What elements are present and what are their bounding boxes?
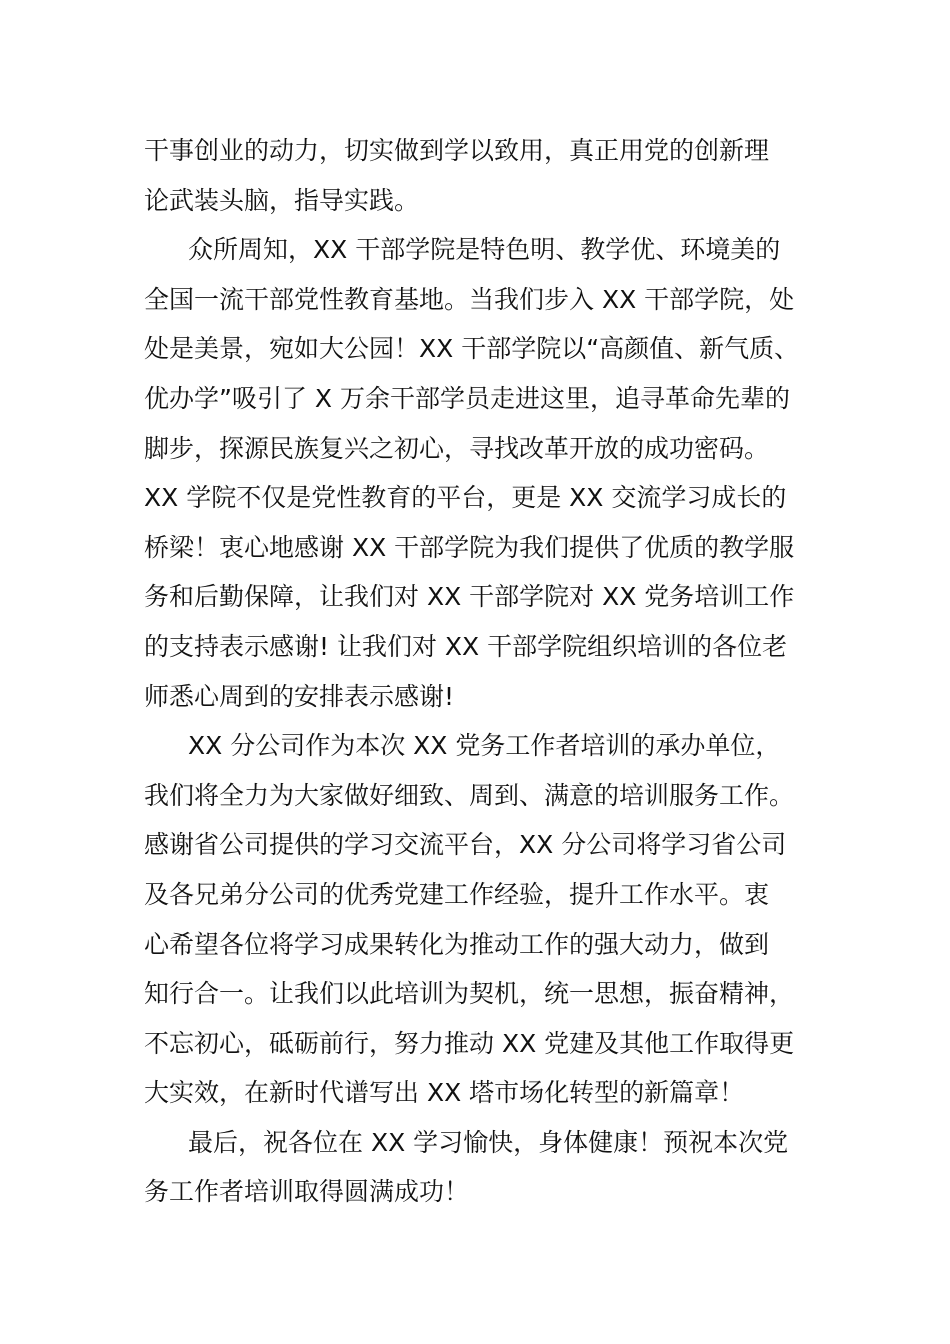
text-line: 知行合一。让我们以此培训为契机，统一思想，振奋精神，	[144, 979, 795, 1009]
text-line: 优办学”吸引了 X 万余干部学员走进这里，追寻革命先辈的	[144, 383, 790, 413]
text-line: 处是美景，宛如大公园！XX 干部学院以“高颜值、新气质、	[144, 334, 800, 364]
text-line: 务工作者培训取得圆满成功！	[144, 1177, 470, 1207]
text-line: 众所周知，XX 干部学院是特色明、教学优、环境美的	[188, 235, 781, 265]
text-line: 及各兄弟分公司的优秀党建工作经验，提升工作水平。衷	[144, 879, 770, 909]
text-line: 感谢省公司提供的学习交流平台，XX 分公司将学习省公司	[144, 830, 787, 860]
text-line: 我们将全力为大家做好细致、周到、满意的培训服务工作。	[144, 780, 795, 810]
paragraph-2	[144, 225, 806, 721]
text-line: 师悉心周到的安排表示感谢!	[144, 681, 455, 711]
paragraph-1	[144, 126, 806, 225]
text-line: 桥梁！衷心地感谢 XX 干部学院为我们提供了优质的教学服	[144, 532, 795, 562]
paragraph-4	[144, 1118, 806, 1217]
text-line: 心希望各位将学习成果转化为推动工作的强大动力，做到	[144, 929, 770, 959]
text-line: 干事创业的动力，切实做到学以致用，真正用党的创新理	[144, 136, 770, 165]
text-line: 务和后勤保障，让我们对 XX 干部学院对 XX 党务培训工作	[144, 582, 795, 612]
text-line: 的支持表示感谢! 让我们对 XX 干部学院组织培训的各位老	[144, 631, 788, 661]
text-line: 全国一流干部党性教育基地。当我们步入 XX 干部学院，处	[144, 284, 795, 314]
text-line: 不忘初心，砥砺前行，努力推动 XX 党建及其他工作取得更	[144, 1028, 795, 1058]
text-line: XX 分公司作为本次 XX 党务工作者培训的承办单位，	[188, 731, 781, 761]
text-line: 脚步，探源民族复兴之初心，寻找改革开放的成功密码。	[144, 433, 770, 463]
text-line: XX 学院不仅是党性教育的平台，更是 XX 交流学习成长的	[144, 483, 787, 513]
text-line: 大实效，在新时代谱写出 XX 塔市场化转型的新篇章！	[144, 1078, 745, 1108]
text-line: 论武装头脑，指导实践。	[144, 185, 420, 215]
text-line: 最后，祝各位在 XX 学习愉快，身体健康！预祝本次党	[188, 1127, 789, 1157]
paragraph-3	[144, 721, 806, 1118]
document-body	[144, 126, 806, 1217]
